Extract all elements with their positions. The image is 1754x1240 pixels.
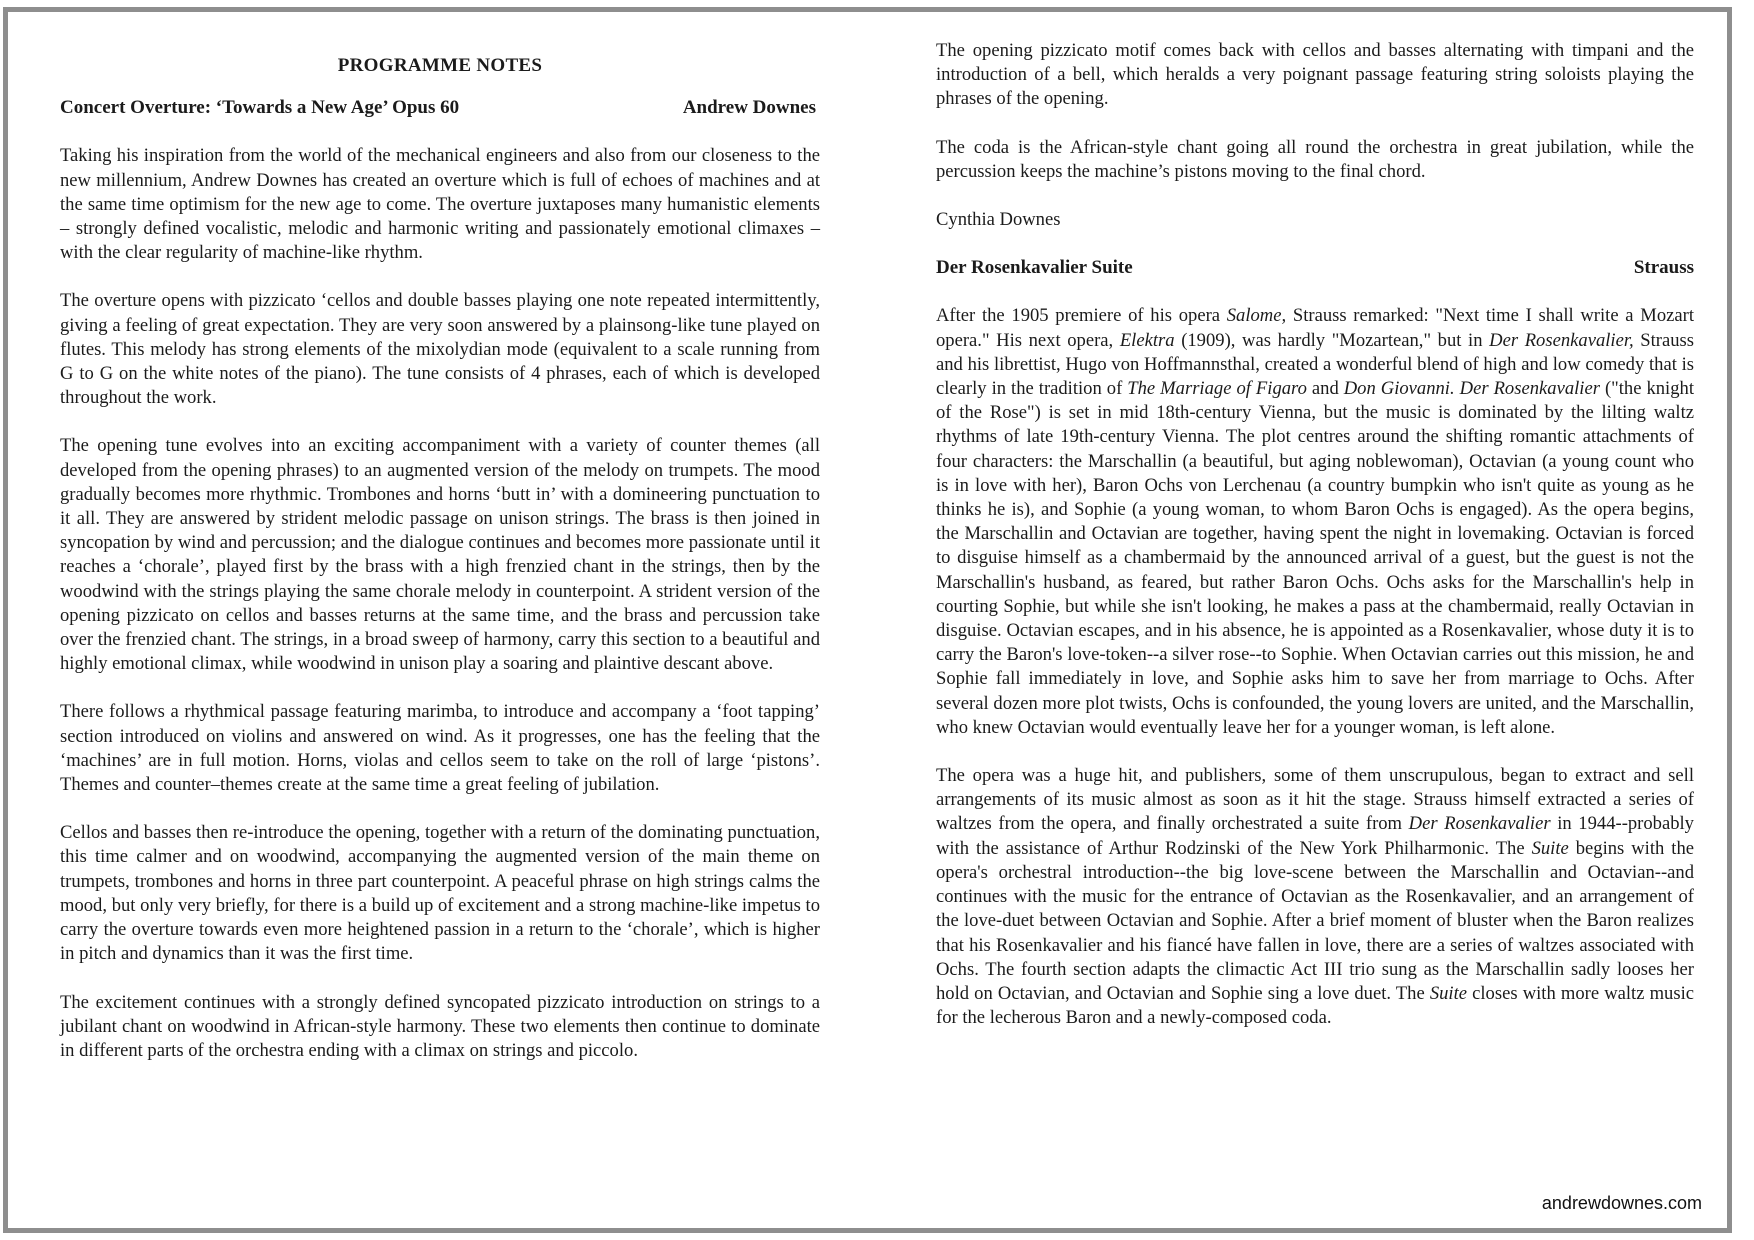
programme-notes-heading: PROGRAMME NOTES xyxy=(337,55,543,76)
text-run: closes with more waltz music for the lecherous Baron and a newly-composed coda. xyxy=(936,982,1695,1029)
overture-paragraph: Cellos and basses then re-introduce the opening, together with a return of the dominating punctuation, this time calmer and on woodwind, accompanying the augmented version of the main theme on trumpets, trombones and horns in three part counterpoint. A peaceful phrase on high strings calms the mood, but only very briefly, for there is a build up of excitement and a strong machine-like impetus to carry the overture towards even more heightened passion in a return to the ‘chorale’, which is higher in pitch and dynamics than it was the first time. xyxy=(60,822,820,965)
overture-paragraph: The excitement continues with a strongly defined syncopated pizzicato introduction on strings to a jubilant chant on woodwind in African-style harmony. These two elements then continue to dominate in different parts of the orchestra ending with a climax on strings and piccolo. xyxy=(60,991,820,1061)
italic-title: Elektra xyxy=(1119,329,1175,351)
overture-paragraph: Taking his inspiration from the world of the mechanical engineers and also from our closeness to the new millennium, Andrew Downes has created an overture which is full of echoes of machines and at the same time optimism for the new age to come. The overture juxtaposes many humanistic elements – strongly defined vocalistic, melodic and harmonic writing and passionately emotional climaxes – with the clear regularity of machine-like rhythm. xyxy=(60,145,820,264)
author-signature: Cynthia Downes xyxy=(936,209,1061,231)
italic-title: Suite xyxy=(1531,837,1569,859)
suite-composer: Strauss xyxy=(1633,257,1694,279)
italic-title: Suite xyxy=(1429,982,1468,1004)
overture-paragraph: The opening tune evolves into an exciting accompaniment with a variety of counter themes (all developed from the opening phrases) to an augmented version of the melody on trumpets. The mood gradually becomes more rhythmic. Trombones and horns ‘butt in’ with a domineering punctuation to it all. They are answered by strident melodic passage on unison strings. The brass is then joined in syncopation by wind and percussion; and the dialogue continues and becomes more passionate until it reaches a ‘chorale’, played first by the brass with a high frenzied chant in the strings, then by the woodwind with the strings playing the same chorale melody in counterpoint. A strident version of the opening pizzicato on cellos and basses returns at the same time, and the brass and percussion take over the frenzied chant. The strings, in a broad sweep of harmony, carry this section to a beautiful and highly emotional climax, while woodwind in unison play a soaring and plaintive descant above. xyxy=(60,435,820,675)
italic-title: Salome, xyxy=(1226,305,1287,327)
text-run: in 1944--probably with the assistance of Arthur Rodzinski of the New York Philharmonic. The xyxy=(936,813,1694,859)
left-column xyxy=(60,42,820,1063)
website-url: andrewdownes.com xyxy=(1541,1193,1702,1213)
right-column xyxy=(936,39,1694,1030)
text-run: (1909), was hardly "Mozartean," but in xyxy=(1174,329,1490,351)
overture-paragraph-continued: The opening pizzicato motif comes back with cellos and basses alternating with timpani and the introduction of a bell, which heralds a very poignant passage featuring string soloists playing the phrases of the opening. xyxy=(936,40,1694,110)
text-run: and xyxy=(1306,378,1344,400)
text-run: Strauss remarked: "Next time I shall write a Mozart opera." His next opera, xyxy=(936,305,1694,351)
italic-title: Don Giovanni. xyxy=(1343,378,1455,400)
italic-title: Der Rosenkavalier xyxy=(1408,813,1551,835)
text-run: After the 1905 premiere of his opera xyxy=(936,305,1227,327)
italic-title: Der Rosenkavalier, xyxy=(1489,329,1634,351)
suite-title: Der Rosenkavalier Suite xyxy=(936,257,1133,279)
suite-paragraph xyxy=(936,304,1694,740)
overture-paragraph: There follows a rhythmical passage featuring marimba, to introduce and accompany a ‘foot tapping’ section introduced on violins and answered on wind. As it progresses, one has the feeling that the ‘machines’ are in full motion. Horns, violas and cellos seem to take on the roll of large ‘pistons’. Themes and counter–themes create at the same time a great feeling of jubilation. xyxy=(60,701,820,796)
overture-composer: Andrew Downes xyxy=(682,97,816,119)
text-run: begins with the opera's orchestral introduction--the big love-scene between the Marschallin and Octavian--and continues with the music for the entrance of Octavian as the Rosenkavalier, and an arrangement of the love-duet between Octavian and Sophie. After a brief moment of bluster when the Baron realizes that his Rosenkavalier and his fiancé have fallen in love, there are a series of waltzes associated with Ochs. The fourth section adapts the climactic Act III trio sung as the Marschallin sadly looses her hold on Octavian, and Octavian and Sophie sing a love duet. The xyxy=(936,837,1694,1004)
suite-heading xyxy=(936,256,1694,280)
text-run: ("the knight of the Rose") is set in mid 18th-century Vienna, but the music is dominated by the lilting waltz rhythms of late 19th-century Vienna. The plot centres around the shifting romantic attachments of four characters: the Marschallin (a beautiful, but aging noblewoman), Octavian (a young count who is in love with her), Baron Ochs von Lerchenau (a country bumpkin who isn't quite as young as he thinks he is), and Sophie (a young woman, to whom Baron Ochs is engaged). As the opera begins, the Marschallin and Octavian are together, having spent the night in lovemaking. Octavian is forced to disguise himself as a chambermaid by the announced arrival of a guest, but the guest is not the Marschallin's husband, as feared, but rather Baron Ochs. Ochs asks for the Marschallin's help in courting Sophie, but while she isn't looking, he makes a pass at the chambermaid, really Octavian in disguise. Octavian escapes, and in his absence, he is appointed as a Rosenkavalier, whose duty it is to carry the Baron's love-token--a silver rose--to Sophie. When Octavian carries out this mission, he and Sophie fall immediately in love, and Sophie asks him to save her from marriage to Ochs. After several dozen more plot twists, Ochs is confounded, the young lovers are united, and the Marschallin, who knew Octavian would eventually leave her for a younger woman, is left alone. xyxy=(936,378,1694,738)
suite-paragraph xyxy=(936,764,1694,1030)
overture-paragraph: The overture opens with pizzicato ‘cellos and double basses playing one note repeated intermittently, giving a feeling of great expectation. They are very soon answered by a plainsong-like tune played on flutes. This melody has strong elements of the mixolydian mode (equivalent to a scale running from G to G on the white notes of the piano). The tune consists of 4 phrases, each of which is developed throughout the work. xyxy=(60,290,820,409)
italic-title: Der Rosenkavalier xyxy=(1459,378,1600,400)
text-run: Strauss and his librettist, Hugo von Hoffmannsthal, created a wonderful blend of high and low comedy that is clearly in the tradition of xyxy=(936,329,1695,400)
text-run: The opera was a huge hit, and publishers, some of them unscrupulous, began to extract and sell arrangements of its music almost as soon as it hit the stage. Strauss himself extracted a series of waltzes from the opera, and finally orchestrated a suite from xyxy=(936,765,1694,835)
overture-title: Concert Overture: ‘Towards a New Age’ Opus 60 xyxy=(60,97,460,119)
overture-heading xyxy=(60,96,820,120)
italic-title: The Marriage of Figaro xyxy=(1127,378,1307,400)
overture-coda-paragraph: The coda is the African-style chant going all round the orchestra in great jubilation, while the percussion keeps the machine’s pistons moving to the final chord. xyxy=(936,136,1694,182)
page-frame xyxy=(3,7,1732,1233)
